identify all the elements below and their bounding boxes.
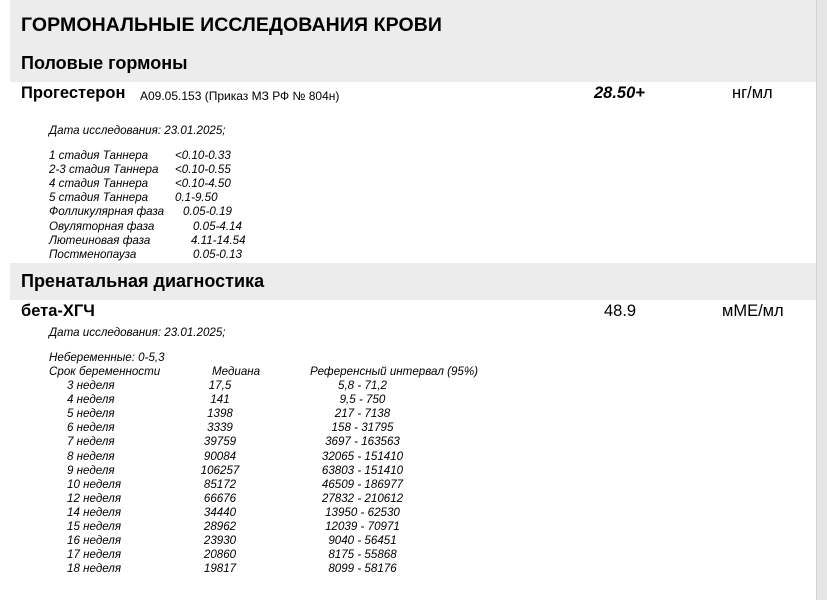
pregnancy-table-row <box>0 379 600 393</box>
nonpregnant-reference: Небеременные: 0-5,3 <box>49 351 165 364</box>
reference-range: 0.05-0.13 <box>193 247 242 261</box>
reference-interval: 27832 - 210612 <box>321 491 404 505</box>
reference-interval: 9040 - 56451 <box>328 534 397 548</box>
pregnancy-table-row <box>0 421 600 435</box>
unit-bhcg: мМЕ/мл <box>722 302 784 320</box>
reference-range: <0.10-4.50 <box>175 177 231 191</box>
gestation-week: 16 неделя <box>67 534 122 548</box>
test-date-progesterone: Дата исследования: 23.01.2025; <box>49 124 226 137</box>
pregnancy-table-header <box>0 365 600 379</box>
reference-interval: 5,8 - 71,2 <box>338 379 387 392</box>
reference-interval: 13950 - 62530 <box>325 505 400 519</box>
reference-range: 0.05-4.14 <box>193 219 242 233</box>
pregnancy-table-row <box>0 435 600 449</box>
pregnancy-table-row <box>0 393 600 407</box>
pregnancy-table-row <box>0 534 600 548</box>
gestation-week: 8 неделя <box>67 449 115 463</box>
reference-name: Лютеиновая фаза <box>49 233 151 247</box>
median-value: 19817 <box>203 562 237 576</box>
gestation-week: 10 неделя <box>67 477 122 491</box>
test-code-progesterone: A09.05.153 (Приказ МЗ РФ № 804н) <box>140 89 340 103</box>
reference-name: 5 стадия Таннера <box>49 191 149 205</box>
reference-interval: 8099 - 58176 <box>328 562 397 576</box>
gestation-week: 4 неделя <box>67 393 115 407</box>
reference-name: 1 стадия Таннера <box>49 149 149 162</box>
gestation-week: 7 неделя <box>67 435 115 449</box>
reference-interval: 32065 - 151410 <box>321 449 404 463</box>
gestation-week: 12 неделя <box>67 491 122 505</box>
gestation-week: 18 неделя <box>67 562 122 576</box>
median-value: 28962 <box>203 520 237 533</box>
reference-name: Постменопауза <box>49 247 137 261</box>
reference-name: 2-3 стадия Таннера <box>49 163 159 177</box>
gestation-week: 17 неделя <box>67 548 122 562</box>
reference-range: 0.1-9.50 <box>175 191 218 205</box>
header-term: Срок беременности <box>49 365 161 378</box>
page-title: ГОРМОНАЛЬНЫЕ ИССЛЕДОВАНИЯ КРОВИ <box>21 14 443 36</box>
median-value: 141 <box>210 393 230 407</box>
reference-name: 4 стадия Таннера <box>49 177 149 191</box>
header-interval: Референсный интервал (95%) <box>310 365 479 378</box>
pregnancy-table-row <box>0 464 600 478</box>
pregnancy-table-row <box>0 562 600 576</box>
result-progesterone: 28.50+ <box>594 84 645 102</box>
reference-interval: 158 - 31795 <box>331 421 394 435</box>
test-name-progesterone: Прогестерон <box>21 84 126 102</box>
reference-interval: 8175 - 55868 <box>328 548 397 562</box>
pregnancy-table-row <box>0 520 600 534</box>
median-value: 66676 <box>203 491 237 505</box>
median-value: 106257 <box>200 463 240 477</box>
section-title-prenatal: Пренатальная диагностика <box>21 271 265 291</box>
gestation-week: 14 неделя <box>67 505 122 519</box>
pregnancy-table-row <box>0 450 600 464</box>
reference-range: 4.11-14.54 <box>191 233 246 247</box>
median-value: 39759 <box>203 435 237 449</box>
pregnancy-table-row <box>0 548 600 562</box>
pregnancy-table-row <box>0 478 600 492</box>
reference-interval: 63803 - 151410 <box>321 463 404 477</box>
median-value: 23930 <box>203 534 237 548</box>
test-name-bhcg: бета-ХГЧ <box>21 302 95 320</box>
gestation-week: 15 неделя <box>67 520 122 533</box>
pregnancy-table-row <box>0 506 600 520</box>
reference-range: <0.10-0.55 <box>175 163 231 177</box>
reference-interval: 12039 - 70971 <box>325 520 400 533</box>
reference-interval: 9,5 - 750 <box>339 393 386 407</box>
median-value: 3339 <box>207 421 233 435</box>
gestation-week: 3 неделя <box>67 379 115 392</box>
gestation-week: 6 неделя <box>67 421 115 435</box>
gestation-week: 5 неделя <box>67 407 115 421</box>
test-date-bhcg: Дата исследования: 23.01.2025; <box>49 326 226 339</box>
median-value: 17,5 <box>208 379 232 392</box>
reference-range: <0.10-0.33 <box>175 149 231 162</box>
median-value: 20860 <box>203 548 237 562</box>
unit-progesterone: нг/мл <box>732 84 773 102</box>
median-value: 85172 <box>203 477 237 491</box>
gestation-week: 9 неделя <box>67 463 115 477</box>
result-bhcg: 48.9 <box>604 302 637 320</box>
reference-interval: 46509 - 186977 <box>321 477 404 491</box>
page-edge <box>816 0 827 600</box>
pregnancy-table-row <box>0 407 600 421</box>
reference-name: Фолликулярная фаза <box>49 205 165 219</box>
reference-interval: 3697 - 163563 <box>325 435 400 449</box>
reference-name: Овуляторная фаза <box>49 219 155 233</box>
median-value: 90084 <box>203 449 237 463</box>
pregnancy-table-row <box>0 492 600 506</box>
reference-range: 0.05-0.19 <box>183 205 232 219</box>
reference-interval: 217 - 7138 <box>334 407 391 421</box>
section-title-sex-hormones: Половые гормоны <box>21 53 188 73</box>
header-median: Медиана <box>212 365 261 378</box>
median-value: 34440 <box>203 505 237 519</box>
median-value: 1398 <box>207 407 233 421</box>
